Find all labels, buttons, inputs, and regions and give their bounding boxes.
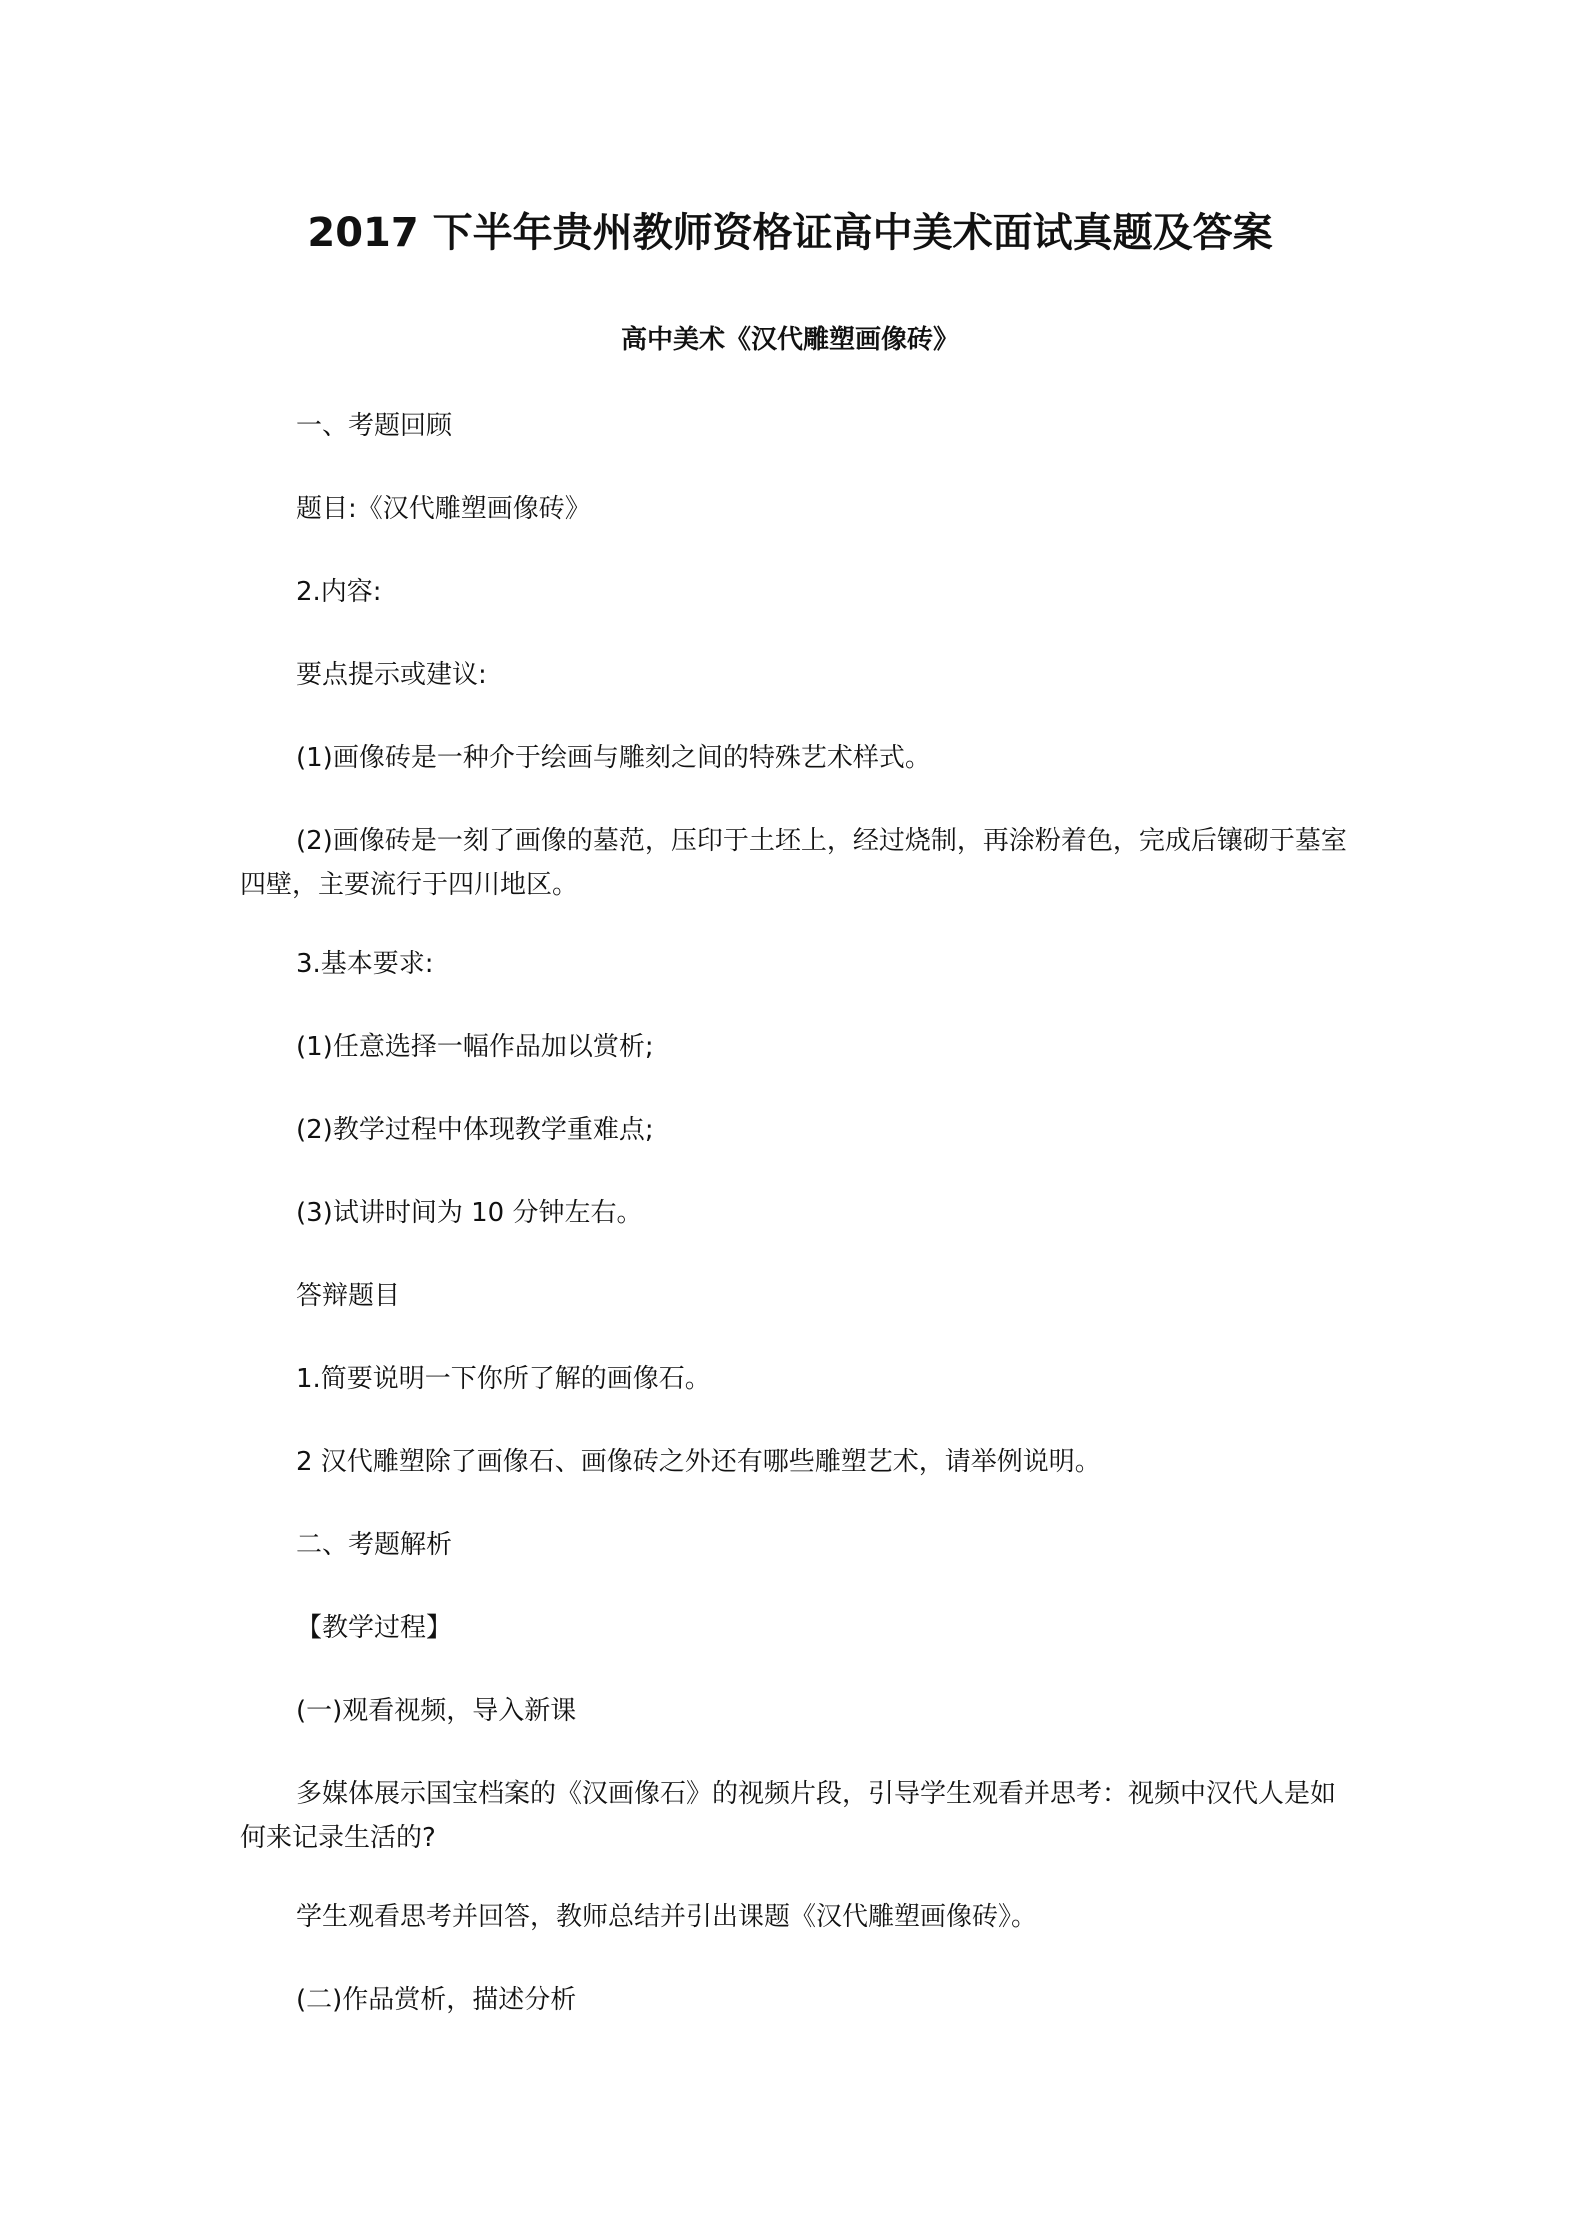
document-title: 2017 下半年贵州教师资格证高中美术面试真题及答案 xyxy=(307,210,1273,256)
defense-question-2: 2 汉代雕塑除了画像石、画像砖之外还有哪些雕塑艺术，请举例说明。 xyxy=(296,1447,1101,1477)
step-2-heading: (二)作品赏析，描述分析 xyxy=(296,1985,577,2015)
key-point-2: (2)画像砖是一刻了画像的墓范，压印于土坯上，经过烧制，再涂粉着色，完成后镶砌于墓室四壁，主要流行于四川地区。 xyxy=(240,826,1347,900)
section-heading-analysis: 二、考题解析 xyxy=(296,1530,453,1560)
document-subtitle: 高中美术《汉代雕塑画像砖》 xyxy=(620,325,959,355)
key-points-label: 要点提示或建议: xyxy=(296,660,487,690)
content-label: 2.内容: xyxy=(296,577,382,607)
defense-question-1: 1.简要说明一下你所了解的画像石。 xyxy=(296,1364,711,1394)
teaching-process-heading: 【教学过程】 xyxy=(296,1613,453,1643)
requirement-3: (3)试讲时间为 10 分钟左右。 xyxy=(296,1198,643,1228)
defense-questions-label: 答辩题目 xyxy=(296,1281,401,1311)
section-heading-review: 一、考题回顾 xyxy=(296,411,453,441)
key-point-1: (1)画像砖是一种介于绘画与雕刻之间的特殊艺术样式。 xyxy=(296,743,931,773)
topic-line: 题目:《汉代雕塑画像砖》 xyxy=(296,494,591,524)
step-1-summary: 学生观看思考并回答，教师总结并引出课题《汉代雕塑画像砖》。 xyxy=(296,1902,1038,1932)
requirement-2: (2)教学过程中体现教学重难点; xyxy=(296,1115,654,1145)
requirement-1: (1)任意选择一幅作品加以赏析; xyxy=(296,1032,654,1062)
basic-requirements-label: 3.基本要求: xyxy=(296,949,434,979)
step-1-heading: (一)观看视频，导入新课 xyxy=(296,1696,577,1726)
step-1-paragraph: 多媒体展示国宝档案的《汉画像石》的视频片段，引导学生观看并思考：视频中汉代人是如何来记录生活的? xyxy=(240,1779,1337,1853)
